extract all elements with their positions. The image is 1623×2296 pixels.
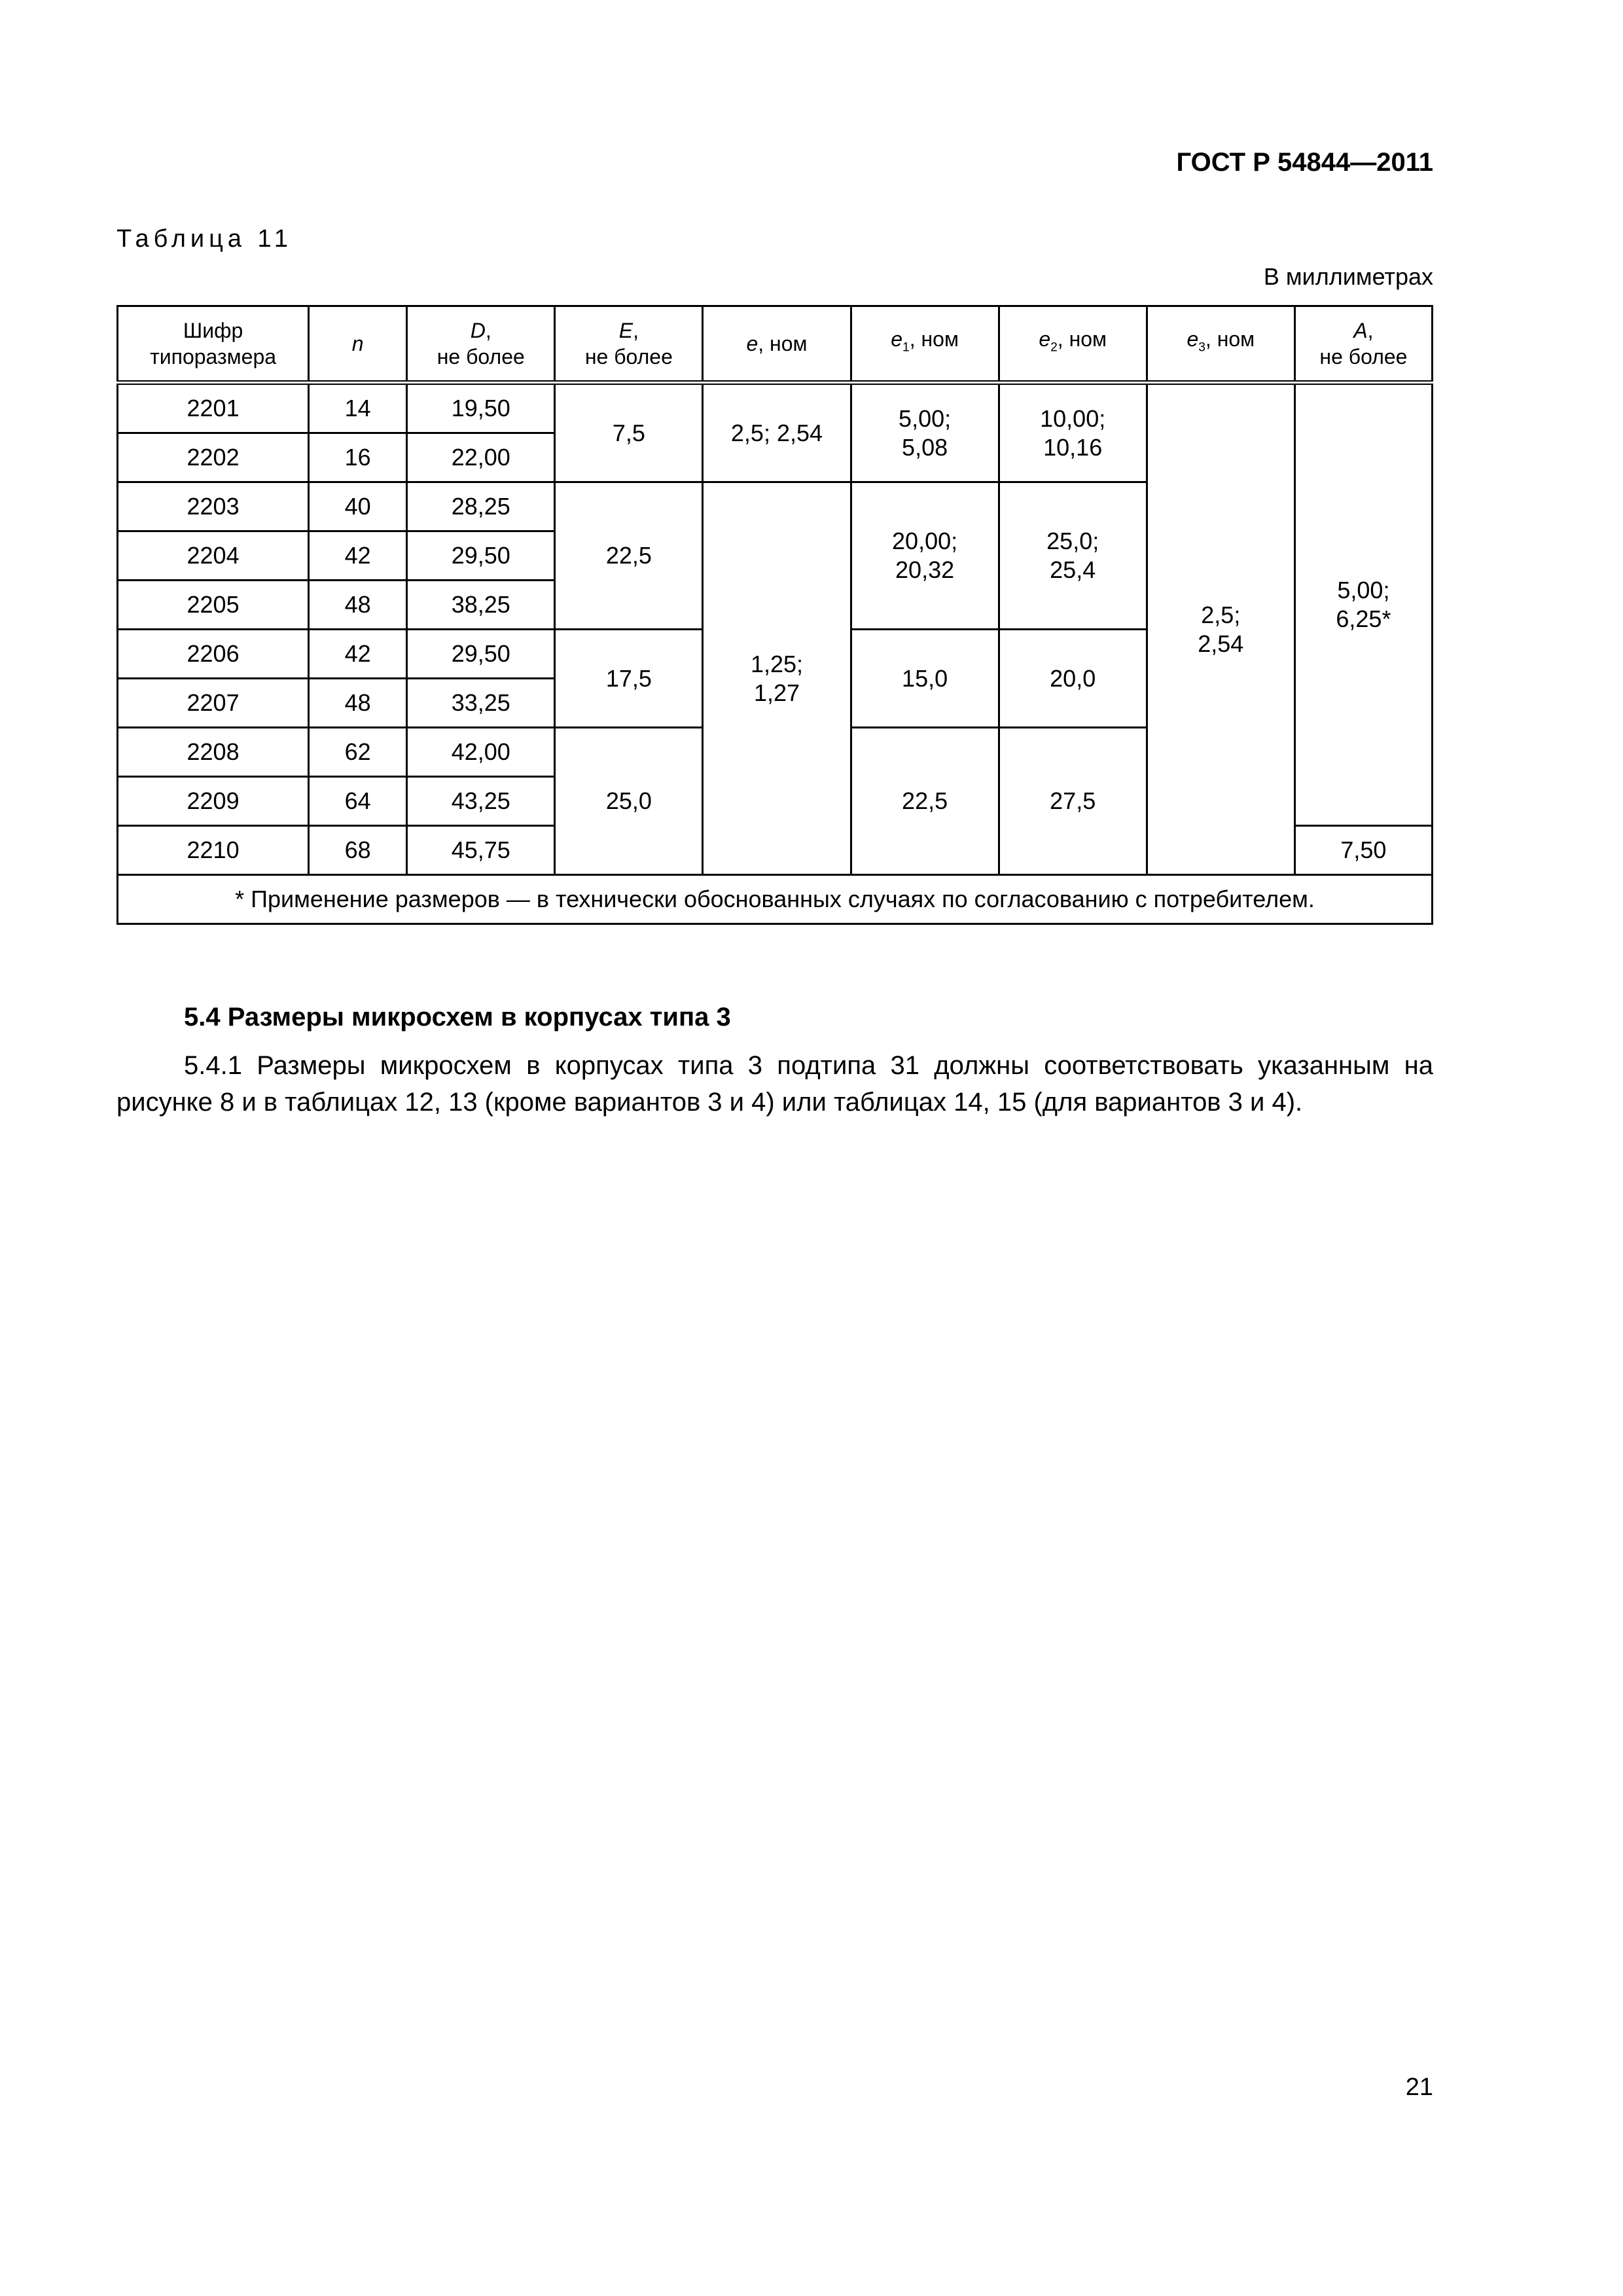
header-e2: $e_2$, ном (999, 306, 1147, 383)
cell-n: 62 (309, 728, 407, 777)
cell-cipher: 2207 (118, 679, 309, 728)
cell-e-big: 25,0 (555, 728, 703, 875)
cell-d: 45,75 (407, 826, 555, 875)
header-e1: $e_1$, ном (851, 306, 999, 383)
cell-d: 22,00 (407, 433, 555, 482)
cell-e1: 5,00; 5,08 (851, 383, 999, 482)
cell-n: 42 (309, 630, 407, 679)
cell-d: 28,25 (407, 482, 555, 531)
cell-e1: 20,00; 20,32 (851, 482, 999, 630)
document-code: ГОСТ Р 54844—2011 (1176, 148, 1433, 177)
cell-a: 5,00; 6,25* (1294, 383, 1432, 826)
cell-n: 40 (309, 482, 407, 531)
table-caption: Таблица 11 (116, 225, 293, 253)
cell-e3: 2,5; 2,54 (1147, 383, 1294, 875)
units-note: В миллиметрах (1263, 263, 1433, 290)
header-a: A, не более (1294, 306, 1432, 383)
cell-cipher: 2203 (118, 482, 309, 531)
cell-d: 43,25 (407, 777, 555, 826)
cell-n: 48 (309, 581, 407, 630)
dimensions-table (116, 305, 1433, 925)
cell-e1: 15,0 (851, 630, 999, 728)
cell-n: 14 (309, 383, 407, 433)
cell-e: 2,5; 2,54 (703, 383, 851, 482)
cell-d: 33,25 (407, 679, 555, 728)
header-e3: $e_3$, ном (1147, 306, 1294, 383)
cell-n: 48 (309, 679, 407, 728)
cell-e1: 22,5 (851, 728, 999, 875)
page-number: 21 (1405, 2073, 1433, 2101)
cell-e-big: 17,5 (555, 630, 703, 728)
cell-cipher: 2210 (118, 826, 309, 875)
cell-d: 29,50 (407, 531, 555, 581)
section-heading: 5.4 Размеры микросхем в корпусах типа 3 (184, 1003, 731, 1031)
cell-e: 1,25; 1,27 (703, 482, 851, 875)
header-d: D, не более (407, 306, 555, 383)
table-row (118, 383, 1433, 433)
cell-n: 42 (309, 531, 407, 581)
cell-e2: 10,00; 10,16 (999, 383, 1147, 482)
header-cipher: Шифр типоразмера (118, 306, 309, 383)
cell-d: 19,50 (407, 383, 555, 433)
cell-n: 16 (309, 433, 407, 482)
cell-a: 7,50 (1294, 826, 1432, 875)
cell-e2: 27,5 (999, 728, 1147, 875)
cell-d: 38,25 (407, 581, 555, 630)
cell-e-big: 7,5 (555, 383, 703, 482)
cell-d: 42,00 (407, 728, 555, 777)
cell-e2: 20,0 (999, 630, 1147, 728)
header-e-big: E, не более (555, 306, 703, 383)
table-footnote-row (118, 875, 1433, 924)
cell-n: 64 (309, 777, 407, 826)
cell-e-big: 22,5 (555, 482, 703, 630)
cell-cipher: 2205 (118, 581, 309, 630)
cell-d: 29,50 (407, 630, 555, 679)
header-n: n (309, 306, 407, 383)
cell-cipher: 2208 (118, 728, 309, 777)
cell-cipher: 2202 (118, 433, 309, 482)
cell-n: 68 (309, 826, 407, 875)
cell-cipher: 2209 (118, 777, 309, 826)
section-paragraph: 5.4.1 Размеры микросхем в корпусах типа 3 подтипа 31 должны соответствовать указанным на рисунке 8 и в таблицах 12, 13 (кроме вариантов 3 и 4) или таблицах 14, 15 (для вариантов 3 и 4). (116, 1051, 1433, 1117)
header-e: e, ном (703, 306, 851, 383)
table-footnote: * Применение размеров — в технически обоснованных случаях по согласованию с потребителем. (118, 875, 1433, 924)
cell-cipher: 2206 (118, 630, 309, 679)
cell-cipher: 2204 (118, 531, 309, 581)
cell-cipher: 2201 (118, 383, 309, 433)
table-header-row (118, 306, 1433, 383)
cell-e2: 25,0; 25,4 (999, 482, 1147, 630)
